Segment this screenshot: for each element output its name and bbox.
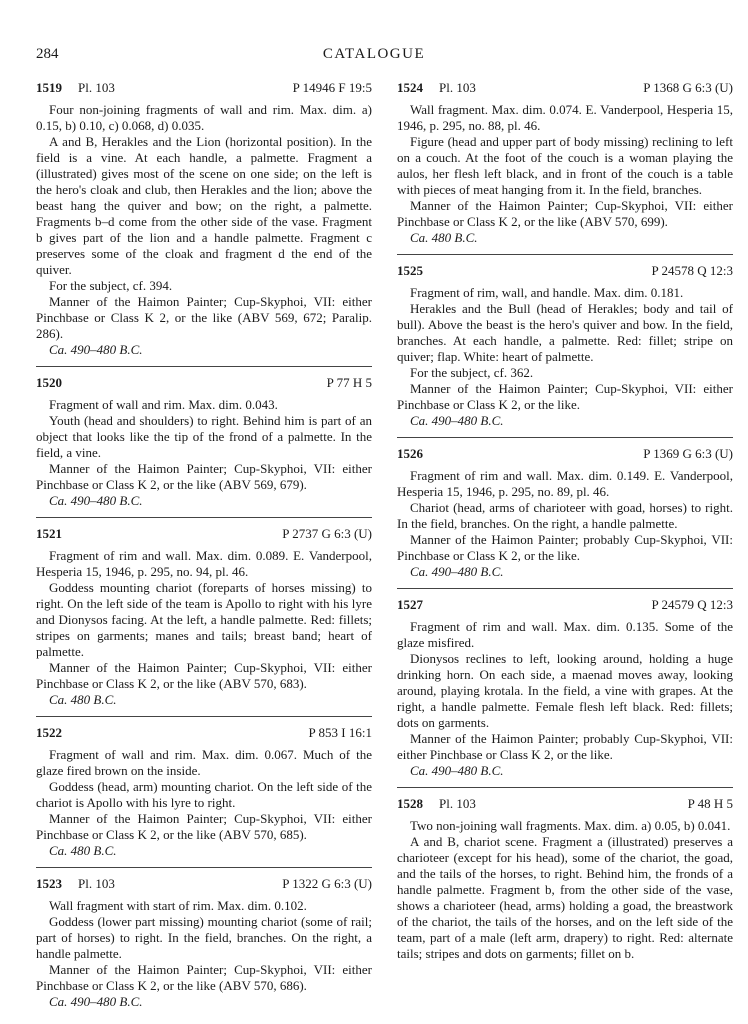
catalogue-entry (36, 867, 372, 1010)
entry-paragraph: Manner of the Haimon Painter; Cup-Skyphoi, VII: either Pinchbase or Class K 2, or the like (ABV 570, 683). (36, 660, 372, 691)
entry-inventory: P 24578 Q 12:3 (651, 263, 733, 278)
entry-inventory: P 14946 F 19:5 (292, 80, 372, 95)
entry-paragraph: Fragment of rim and wall. Max. dim. 0.089. E. Vanderpool, Hesperia 15, 1946, p. 295, no. 94, pl. 46. (36, 548, 372, 579)
entry-number: 1525 (397, 263, 423, 278)
entry-header (397, 263, 733, 279)
entry-header (36, 526, 372, 542)
entry-inventory: P 1369 G 6:3 (U) (643, 446, 733, 461)
entry-paragraph: Manner of the Haimon Painter; Cup-Skyphoi, VII: either Pinchbase or Class K 2, or the like (ABV 569, 672; Paralip. 286). (36, 294, 372, 341)
entry-number: 1521 (36, 526, 62, 541)
entry-date: Ca. 490–480 B.C. (49, 493, 143, 508)
entry-inventory: P 1322 G 6:3 (U) (282, 876, 372, 891)
entry-date: Ca. 490–480 B.C. (410, 763, 504, 778)
entry-paragraph: Manner of the Haimon Painter; probably Cup-Skyphoi, VII: either Pinchbase or Class K 2, or the like. (397, 731, 733, 762)
entry-date: Ca. 490–480 B.C. (49, 342, 143, 357)
entry-number: 1524 (397, 80, 423, 95)
entry-paragraph: Manner of the Haimon Painter; Cup-Skyphoi, VII: either Pinchbase or Class K 2, or the like (ABV 570, 699). (397, 198, 733, 229)
entry-number: 1519 (36, 80, 62, 95)
entry-inventory: P 2737 G 6:3 (U) (282, 526, 372, 541)
entry-paragraph: Dionysos reclines to left, looking around, holding a huge drinking horn. On each side, a maenad moves away, looking around, playing krotala. In the field, a vine with grapes. At the right, a handle palmette. Female flesh left black. Red: fillets; dots on garments. (397, 651, 733, 730)
entry-inventory: P 853 I 16:1 (308, 725, 372, 740)
entry-paragraph: Fragment of rim, wall, and handle. Max. dim. 0.181. (410, 285, 684, 300)
entry-paragraph: Fragment of wall and rim. Max. dim. 0.043. (49, 397, 278, 412)
entry-inventory: P 24579 Q 12:3 (651, 597, 733, 612)
entry-paragraph: Goddess (head, arm) mounting chariot. On the left side of the chariot is Apollo with his lyre to right. (36, 779, 372, 810)
catalogue-entry (397, 437, 733, 580)
entry-header (397, 796, 733, 812)
entry-number: 1526 (397, 446, 423, 461)
entry-paragraph: Fragment of wall and rim. Max. dim. 0.067. Much of the glaze fired brown on the inside. (36, 747, 372, 778)
entry-inventory: P 77 H 5 (326, 375, 372, 390)
entry-header (397, 446, 733, 462)
entry-paragraph: For the subject, cf. 394. (49, 278, 173, 293)
entry-paragraph: For the subject, cf. 362. (410, 365, 534, 380)
catalogue-entry (36, 517, 372, 708)
entry-paragraph: Herakles and the Bull (head of Herakles; body and tail of bull). Above the beast is the hero's quiver and bow. In the field, branches. At each handle, a palmette. Red: fillet; stripe on quiver; flap. White: heart of palmette. (397, 301, 733, 364)
entry-paragraph: Chariot (head, arms of charioteer with goad, horses) to right. In the field, branches. On the right, a handle palmette. (397, 500, 733, 531)
entry-header (36, 876, 372, 892)
entry-date: Ca. 490–480 B.C. (410, 413, 504, 428)
page-header (0, 44, 748, 68)
catalogue-entry (36, 716, 372, 859)
entry-header (36, 80, 372, 96)
entry-date: Ca. 490–480 B.C. (410, 564, 504, 579)
entry-paragraph: Wall fragment. Max. dim. 0.074. E. Vanderpool, Hesperia 15, 1946, p. 295, no. 88, pl. 46. (397, 102, 733, 133)
entry-plate: Pl. 103 (78, 876, 115, 891)
entry-inventory: P 1368 G 6:3 (U) (643, 80, 733, 95)
entry-paragraph: Manner of the Haimon Painter; Cup-Skyphoi, VII: either Pinchbase or Class K 2, or the like (ABV 570, 685). (36, 811, 372, 842)
entry-date: Ca. 480 B.C. (49, 843, 117, 858)
entry-header (397, 80, 733, 96)
entry-inventory: P 48 H 5 (687, 796, 733, 811)
entry-paragraph: Four non-joining fragments of wall and rim. Max. dim. a) 0.15, b) 0.10, c) 0.068, d) 0.035. (36, 102, 372, 133)
entry-paragraph: Manner of the Haimon Painter; probably Cup-Skyphoi, VII: Pinchbase or Class K 2, or the like. (397, 532, 733, 563)
entry-number: 1520 (36, 375, 62, 390)
entry-header (36, 375, 372, 391)
catalogue-entry (397, 588, 733, 779)
entry-header (397, 597, 733, 613)
entry-paragraph: Goddess mounting chariot (foreparts of horses missing) to right. On the left side of the team is Apollo to right with his lyre and Dionysos facing. At the left, a handle palmette. Red: fillets; stripes on garments; manes and tails; breast band; heart of palmette. (36, 580, 372, 659)
entry-date: Ca. 480 B.C. (49, 692, 117, 707)
left-column (36, 80, 372, 1018)
entry-paragraph: Fragment of rim and wall. Max. dim. 0.135. Some of the glaze misfired. (397, 619, 733, 650)
catalogue-entry (36, 80, 372, 358)
catalogue-entry (36, 366, 372, 509)
entry-number: 1528 (397, 796, 423, 811)
entry-paragraph: Goddess (lower part missing) mounting chariot (some of rail; part of horses) to right. In the field, branches. On the right, a handle palmette. (36, 914, 372, 961)
catalogue-entry (397, 80, 733, 246)
entry-date: Ca. 480 B.C. (410, 230, 478, 245)
entry-paragraph: Manner of the Haimon Painter; Cup-Skyphoi, VII: either Pinchbase or Class K 2, or the like (ABV 570, 686). (36, 962, 372, 993)
entry-paragraph: Figure (head and upper part of body missing) reclining to left on a couch. At the foot of the couch is a woman playing the aulos, her flesh left black, and in front of the couch is a table with pieces of meat hanging from it. In the field, branches. (397, 134, 733, 197)
entry-header (36, 725, 372, 741)
entry-plate: Pl. 103 (439, 80, 476, 95)
entry-paragraph: Wall fragment with start of rim. Max. dim. 0.102. (49, 898, 307, 913)
entry-plate: Pl. 103 (439, 796, 476, 811)
entry-paragraph: Two non-joining wall fragments. Max. dim. a) 0.05, b) 0.041. (410, 818, 731, 833)
entry-number: 1522 (36, 725, 62, 740)
entry-paragraph: A and B, chariot scene. Fragment a (illustrated) preserves a charioteer (except for his head), some of the chariot, the goad, and the tails of the horses, to right. Behind him, the fronds of a handle palmette. Fragment b, from the other side of the vase, shows a charioteer (head, arms) holding a goad, the breastwork of the chariot, the tails of the horses, and on the left side of the team, part of a male (left arm, drapery) to right. Red: alternate tails; stripes and dots on garments; fillet on b. (397, 834, 733, 961)
catalogue-entry (397, 787, 733, 962)
right-column (397, 80, 733, 970)
entry-paragraph: A and B, Herakles and the Lion (horizontal position). In the field is a vine. At each handle, a palmette. Fragment a (illustrated) gives most of the scene on one side; on the left is the hero's cloak and club, then Herakles and the lion; above the beast hang the quiver and bow; on the right, a palmette. Fragments b–d come from the other side of the vase. Fragment b gives part of the lion and a handle palmette. Fragment c preserves some of the cloak and fragment d the end of the quiver. (36, 134, 372, 277)
entry-number: 1527 (397, 597, 423, 612)
entry-paragraph: Manner of the Haimon Painter; Cup-Skyphoi, VII: either Pinchbase or Class K 2, or the like (ABV 569, 679). (36, 461, 372, 492)
entry-plate: Pl. 103 (78, 80, 115, 95)
entry-paragraph: Fragment of rim and wall. Max. dim. 0.149. E. Vanderpool, Hesperia 15, 1946, p. 295, no. 89, pl. 46. (397, 468, 733, 499)
running-title: CATALOGUE (322, 46, 426, 62)
entry-paragraph: Youth (head and shoulders) to right. Behind him is part of an object that looks like the tip of the frond of a palmette. In the field, a vine. (36, 413, 372, 460)
entry-number: 1523 (36, 876, 62, 891)
entry-paragraph: Manner of the Haimon Painter; Cup-Skyphoi, VII: either Pinchbase or Class K 2, or the like. (397, 381, 733, 412)
catalogue-entry (397, 254, 733, 429)
entry-date: Ca. 490–480 B.C. (49, 994, 143, 1009)
page-number: 284 (36, 46, 59, 62)
